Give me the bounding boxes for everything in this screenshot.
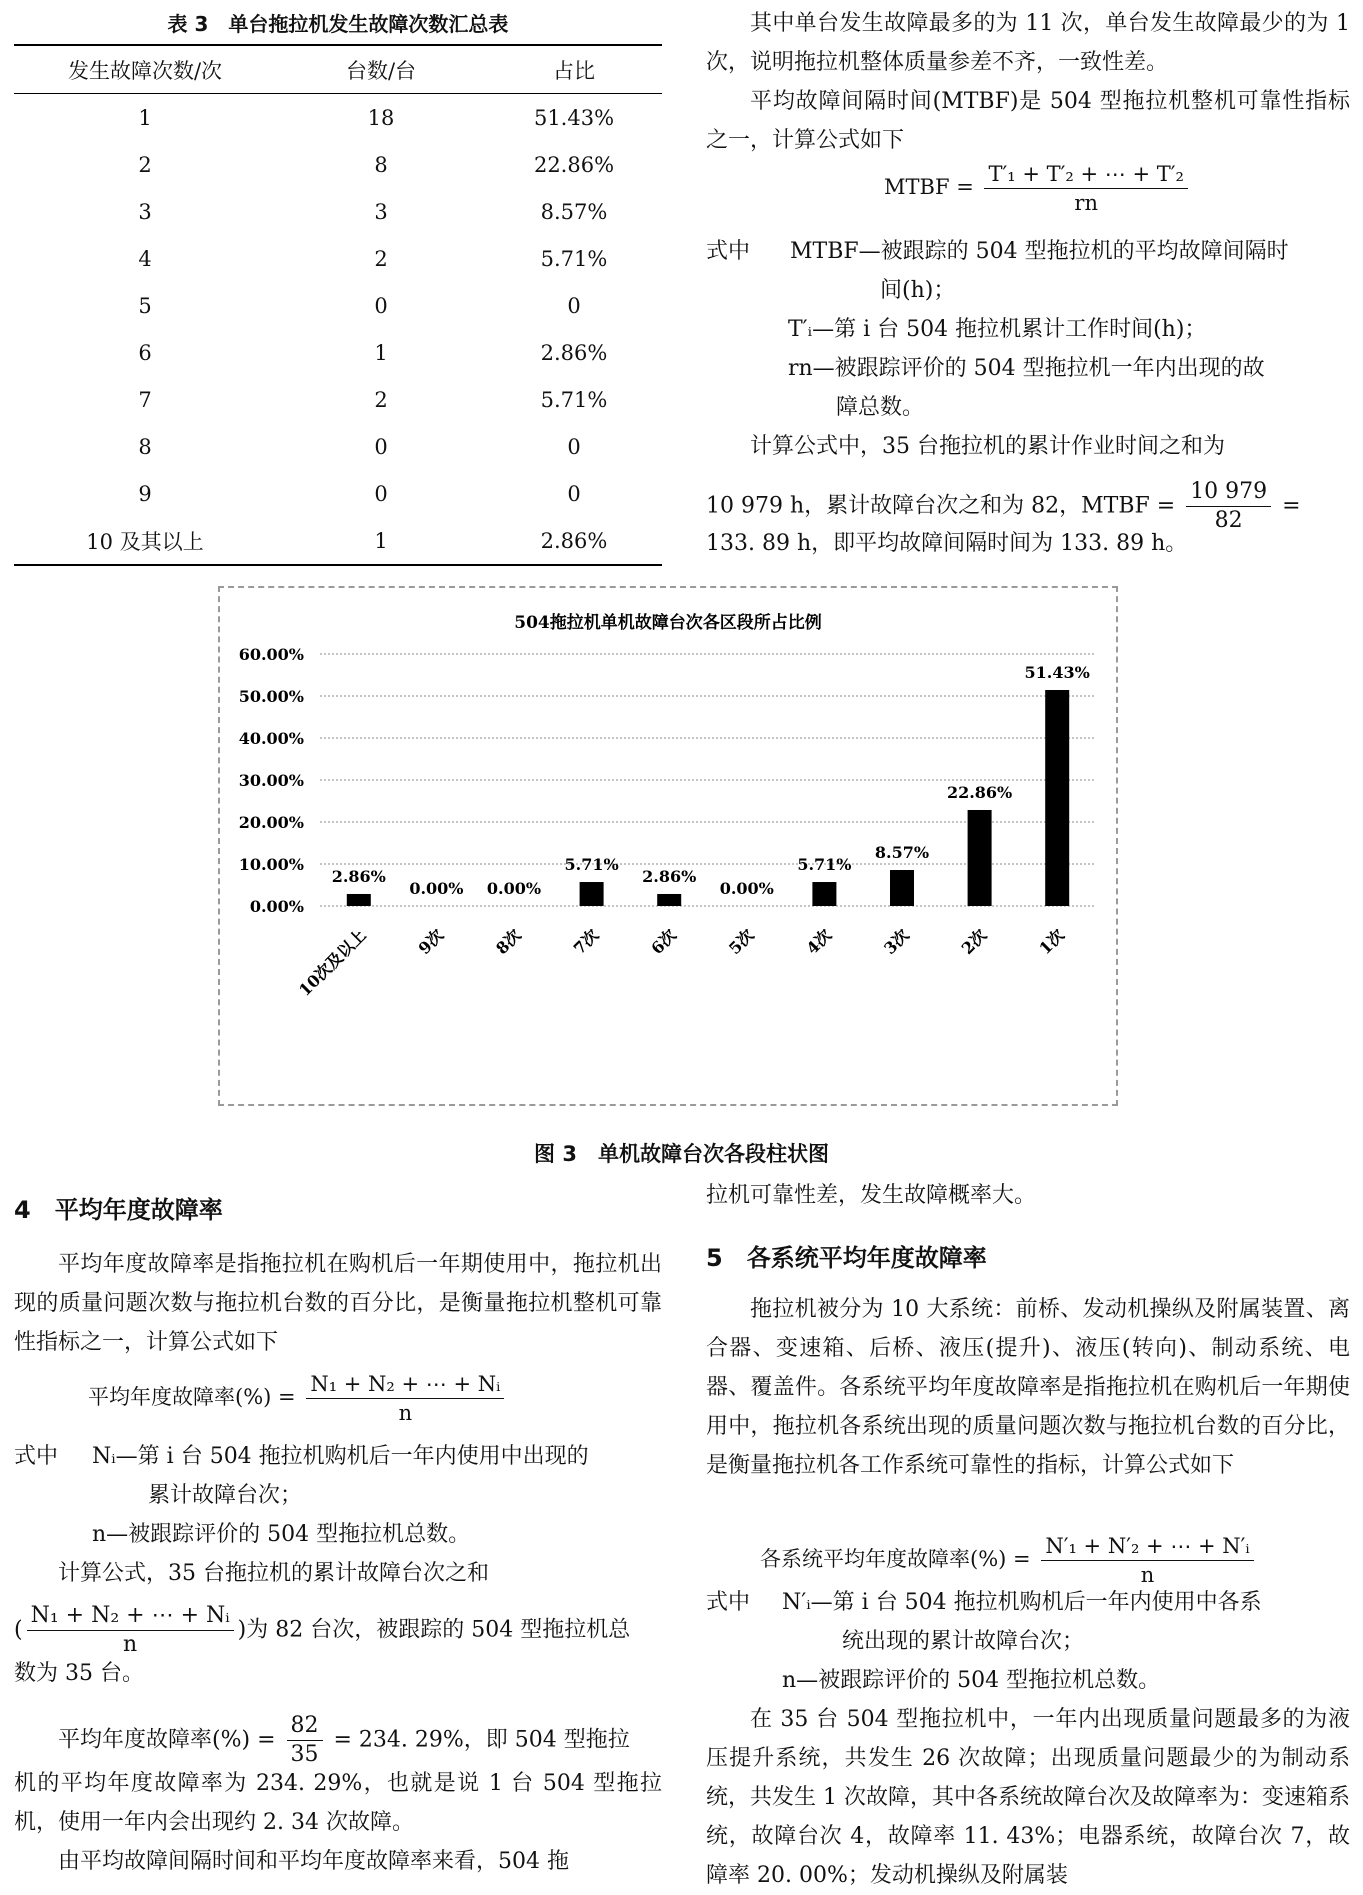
x-tick-label: 10次及以上 (295, 925, 370, 1000)
formula-denominator: n (398, 1401, 413, 1425)
where-label: 式中 (706, 239, 751, 264)
table-row (14, 282, 662, 329)
formula-lhs: MTBF = (884, 175, 974, 199)
data-label: 0.00% (409, 879, 464, 898)
x-tick-label: 9次 (414, 925, 448, 959)
paragraph: 计算公式中，35 台拖拉机的累计作业时间之和为 (750, 434, 1225, 459)
table-row (14, 329, 662, 376)
table-cell: 8 (138, 434, 152, 459)
sec5-body (706, 1700, 1350, 1895)
table-cell: 2 (374, 246, 388, 271)
table-cell: 2 (374, 387, 388, 412)
table-cell: 1 (138, 105, 152, 130)
formula-numerator: 10 979 (1186, 478, 1271, 507)
chart-title: 504拖拉机单机故障台次各区段所占比例 (514, 613, 822, 633)
bar-chart-frame (218, 586, 1118, 1106)
y-tick-label: 30.00% (238, 771, 304, 790)
table-cell: 7 (138, 387, 152, 412)
bar (890, 870, 914, 906)
table-row (14, 423, 662, 470)
table-cell: 2.86% (540, 528, 608, 553)
where-item: 间(h)； (880, 278, 956, 303)
calc-text: 平均年度故障率(%) = (58, 1727, 276, 1753)
y-tick-label: 0.00% (249, 897, 304, 916)
formula-denominator: rn (1074, 191, 1098, 215)
mtbf-result: 133. 89 h，即平均故障间隔时间为 133. 89 h。 (706, 531, 1188, 556)
bar (580, 882, 604, 906)
table-header-row (14, 45, 662, 94)
paragraph: 拖拉机被分为 10 大系统：前桥、发动机操纵及附属装置、离合器、变速箱、后桥、液压(提升)、液压(转向)、制动系统、电器、覆盖件。各系统平均年度故障率是指拖拉机在购机后一年期使用中，拖拉机各系统出现的质量问题次数与拖拉机台数的百分比，是衡量拖拉机各工作系统可靠性的指标，计算公式如下 (706, 1297, 1350, 1478)
table-cell: 2 (138, 152, 152, 177)
calc-text: )为 82 台次，被跟踪的 504 型拖拉机总 (237, 1617, 631, 1643)
data-label: 2.86% (642, 866, 697, 886)
formula-denominator: 82 (1214, 508, 1243, 533)
table-cell: 5.71% (540, 246, 608, 271)
x-tick-label: 6次 (647, 925, 681, 959)
table-row (14, 94, 662, 142)
paragraph: 机的平均年度故障率为 234. 29%，也就是说 1 台 504 型拖拉机，使用一年内会出现约 2. 34 次故障。 (14, 1771, 662, 1835)
where-item: rn—被跟踪评价的 504 型拖拉机一年内出现的故 (788, 356, 1265, 381)
formula-denominator: 35 (290, 1742, 319, 1767)
where-item: T′ᵢ—第 i 台 504 拖拉机累计工作时间(h)； (788, 317, 1207, 342)
where-label: 式中 (706, 1590, 751, 1615)
table-cell: 8 (374, 152, 388, 177)
figure-caption: 图 3 单机故障台次各段柱状图 (534, 1142, 829, 1166)
where-item: 累计故障台次； (148, 1483, 303, 1508)
data-label: 5.71% (564, 855, 619, 875)
where-item: n—被跟踪评价的 504 型拖拉机总数。 (92, 1522, 471, 1547)
formula-numerator: N₁ + N₂ + ⋯ + Nᵢ (306, 1370, 504, 1399)
data-label: 8.57% (874, 843, 930, 863)
x-tick-label: 4次 (802, 925, 836, 959)
annual-failure-formula (88, 1370, 508, 1427)
data-label: 22.86% (946, 782, 1013, 802)
table-cell: 0 (567, 293, 581, 318)
x-tick-label: 8次 (492, 925, 525, 959)
right-column-calc (706, 427, 1350, 466)
table-cell: 9 (138, 481, 152, 506)
calc-text: = (1282, 493, 1301, 519)
table-cell: 6 (138, 340, 152, 365)
table-row (14, 470, 662, 517)
paragraph: 由平均故障间隔时间和平均年度故障率来看，504 拖 (58, 1849, 569, 1874)
paragraph: 平均年度故障率是指拖拉机在购机后一年期使用中，拖拉机出现的质量问题次数与拖拉机台数的百分比，是衡量拖拉机整机可靠性指标之一，计算公式如下 (14, 1252, 662, 1355)
table-cell: 22.86% (533, 152, 615, 177)
y-tick-label: 10.00% (238, 855, 304, 874)
table-cell: 2.86% (540, 340, 608, 365)
sec4-result (14, 1764, 662, 1881)
table-row (14, 141, 662, 188)
mtbf-formula (884, 160, 1192, 217)
bar (347, 894, 371, 906)
table-cell: 0 (374, 293, 388, 318)
table-cell: 0 (374, 481, 388, 506)
formula-fraction (984, 160, 1187, 217)
table-cell: 3 (374, 199, 388, 224)
data-label: 2.86% (331, 866, 386, 886)
formula-fraction (27, 1602, 234, 1659)
calc-text: 10 979 h，累计故障台次之和为 82，MTBF = (706, 493, 1176, 519)
table-header-cell: 台数/台 (345, 58, 417, 83)
where-item: N′ᵢ—第 i 台 504 拖拉机购机后一年内使用中各系 (782, 1590, 1262, 1615)
paragraph: 平均故障间隔时间(MTBF)是 504 型拖拉机整机可靠性指标之一，计算公式如下 (706, 89, 1350, 153)
table-cell: 1 (374, 340, 388, 365)
y-tick-label: 40.00% (238, 729, 304, 748)
calc-text: = 234. 29%，即 504 型拖拉 (333, 1727, 630, 1753)
bar (968, 810, 992, 906)
sec4-intro (14, 1245, 662, 1362)
table-cell: 0 (374, 434, 388, 459)
table-header-cell: 占比 (553, 58, 595, 83)
where-label: 式中 (14, 1444, 59, 1469)
formula-numerator: N₁ + N₂ + ⋯ + Nᵢ (27, 1602, 234, 1631)
formula-denominator: n (1140, 1563, 1155, 1587)
formula-fraction (306, 1370, 504, 1427)
table-caption: 表 3 单台拖拉机发生故障次数汇总表 (167, 12, 509, 36)
table-cell: 18 (367, 105, 395, 130)
table-header-cell: 发生故障次数/次 (67, 58, 223, 83)
right-column-top (706, 4, 1350, 160)
bar (812, 882, 836, 906)
formula-denominator: n (123, 1632, 138, 1657)
table-cell: 51.43% (533, 105, 615, 130)
paragraph: 数为 35 台。 (14, 1661, 144, 1686)
where-item: n—被跟踪评价的 504 型拖拉机总数。 (782, 1668, 1161, 1693)
table-cell: 5.71% (540, 387, 608, 412)
table-cell: 0 (567, 434, 581, 459)
bar (1045, 690, 1069, 906)
data-label: 5.71% (797, 855, 852, 875)
y-tick-label: 20.00% (238, 813, 304, 832)
sec4-calc-line (14, 1602, 630, 1659)
x-tick-label: 7次 (569, 925, 603, 959)
table-cell: 8.57% (540, 199, 608, 224)
bar-chart (220, 588, 1116, 1104)
formula-numerator: T′₁ + T′₂ + ⋯ + T′₂ (984, 160, 1187, 189)
system-failure-formula (760, 1532, 1258, 1589)
formula-fraction (1186, 478, 1271, 535)
sec4-result-line (58, 1712, 630, 1769)
formula-numerator: 82 (287, 1712, 323, 1741)
data-label: 51.43% (1024, 662, 1090, 682)
x-tick-label: 1次 (1035, 925, 1069, 959)
section-title: 4 平均年度故障率 (14, 1196, 223, 1224)
table-row (14, 188, 662, 235)
calc-text: ( (14, 1617, 23, 1643)
table-cell: 3 (138, 199, 152, 224)
where-item: 统出现的累计故障台次； (842, 1629, 1085, 1654)
bar (657, 894, 681, 906)
table-cell: 5 (138, 293, 152, 318)
fault-count-table (14, 44, 662, 566)
x-tick-label: 3次 (880, 925, 913, 959)
data-label: 0.00% (486, 879, 542, 898)
formula-fraction (1041, 1532, 1253, 1589)
sec4-calc (14, 1554, 662, 1593)
table-cell: 0 (567, 481, 581, 506)
table-cell: 10 及其以上 (86, 529, 204, 554)
paragraph: 在 35 台 504 型拖拉机中，一年内出现质量问题最多的为液压提升系统，共发生 26 次故障；出现质量问题最少的为制动系统，共发生 1 次故障，其中各系统故障台次及故障率为：变速箱系统，故障台次 4，故障率 11. 43%；电器系统，故障台次 7，故障率 20. 00%；发动机操纵及附属装 (706, 1707, 1350, 1888)
table-cell: 4 (138, 246, 152, 271)
table-row (14, 517, 662, 565)
formula-numerator: N′₁ + N′₂ + ⋯ + N′ᵢ (1041, 1532, 1253, 1561)
paragraph: 拉机可靠性差，发生故障概率大。 (706, 1183, 1037, 1208)
x-tick-label: 5次 (725, 925, 758, 959)
where-item: Nᵢ—第 i 台 504 拖拉机购机后一年内使用中出现的 (92, 1444, 589, 1469)
sec5-intro (706, 1290, 1350, 1485)
table-row (14, 376, 662, 423)
formula-fraction (287, 1712, 323, 1769)
table-row (14, 235, 662, 282)
paragraph: 其中单台发生故障最多的为 11 次，单台发生故障最少的为 1 次，说明拖拉机整体质量参差不齐，一致性差。 (706, 11, 1350, 75)
data-label: 0.00% (719, 879, 774, 898)
y-tick-label: 60.00% (238, 645, 304, 664)
paragraph: 计算公式，35 台拖拉机的累计故障台次之和 (58, 1561, 489, 1586)
y-tick-label: 50.00% (238, 687, 304, 706)
section-title: 5 各系统平均年度故障率 (706, 1244, 987, 1272)
x-tick-label: 2次 (957, 925, 991, 959)
formula-lhs: 各系统平均年度故障率(%) = (760, 1547, 1031, 1571)
where-item: MTBF—被跟踪的 504 型拖拉机的平均故障间隔时 (790, 239, 1289, 264)
where-item: 障总数。 (836, 395, 925, 420)
table-cell: 1 (374, 528, 388, 553)
formula-lhs: 平均年度故障率(%) = (88, 1385, 296, 1409)
